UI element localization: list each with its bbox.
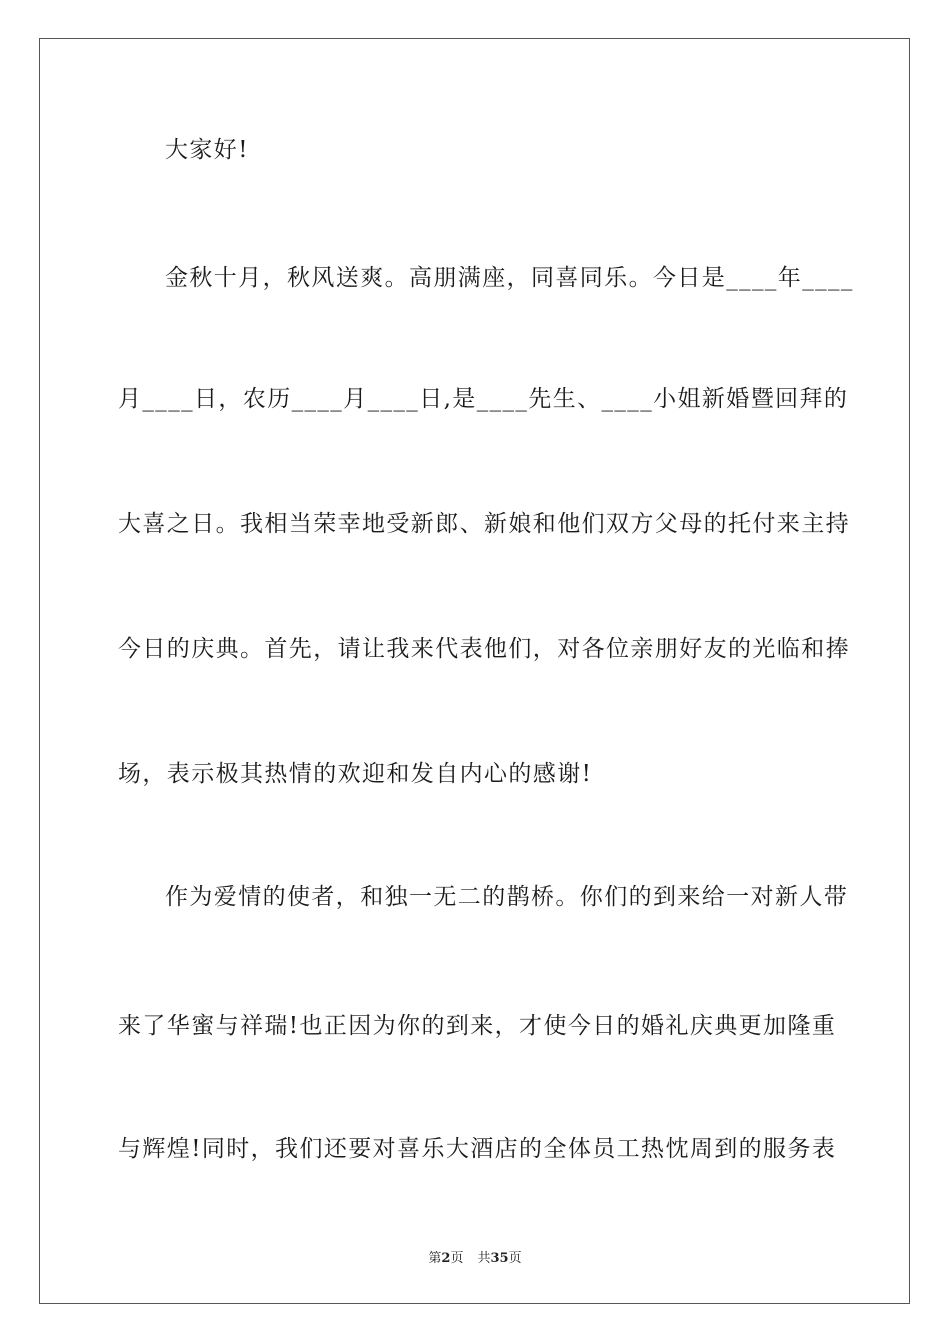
total-pages: 35: [490, 1251, 509, 1266]
page-footer: [0, 1247, 950, 1266]
total-suffix: 页: [508, 1251, 522, 1266]
paragraph-1-line-5: 场，表示极其热情的欢迎和发自内心的感谢!: [118, 761, 593, 787]
paragraph-1-line-4: 今日的庆典。首先，请让我来代表他们，对各位亲朋好友的光临和捧: [118, 636, 850, 662]
paragraph-2-line-1: 作为爱情的使者，和独一无二的鹊桥。你们的到来给一对新人带: [165, 884, 849, 910]
page-prefix: 第: [428, 1251, 442, 1266]
paragraph-1-line-2: 月____日，农历____月____日,是____先生、____小姐新婚暨回拜的: [118, 386, 849, 412]
greeting-line: 大家好!: [165, 137, 249, 163]
page-border: [39, 38, 910, 1304]
total-prefix: 共: [477, 1251, 491, 1266]
paragraph-2-line-2: 来了华蜜与祥瑞!也正因为你的到来，才使今日的婚礼庆典更加隆重: [118, 1013, 837, 1039]
paragraph-1-line-3: 大喜之日。我相当荣幸地受新郎、新娘和他们双方父母的托付来主持: [118, 511, 850, 537]
page-suffix: 页: [450, 1251, 464, 1266]
paragraph-1-line-1: 金秋十月，秋风送爽。高朋满座，同喜同乐。今日是____年____: [165, 265, 854, 291]
page-number: 2: [441, 1251, 451, 1266]
paragraph-2-line-3: 与辉煌!同时，我们还要对喜乐大酒店的全体员工热忱周到的服务表: [118, 1136, 837, 1162]
